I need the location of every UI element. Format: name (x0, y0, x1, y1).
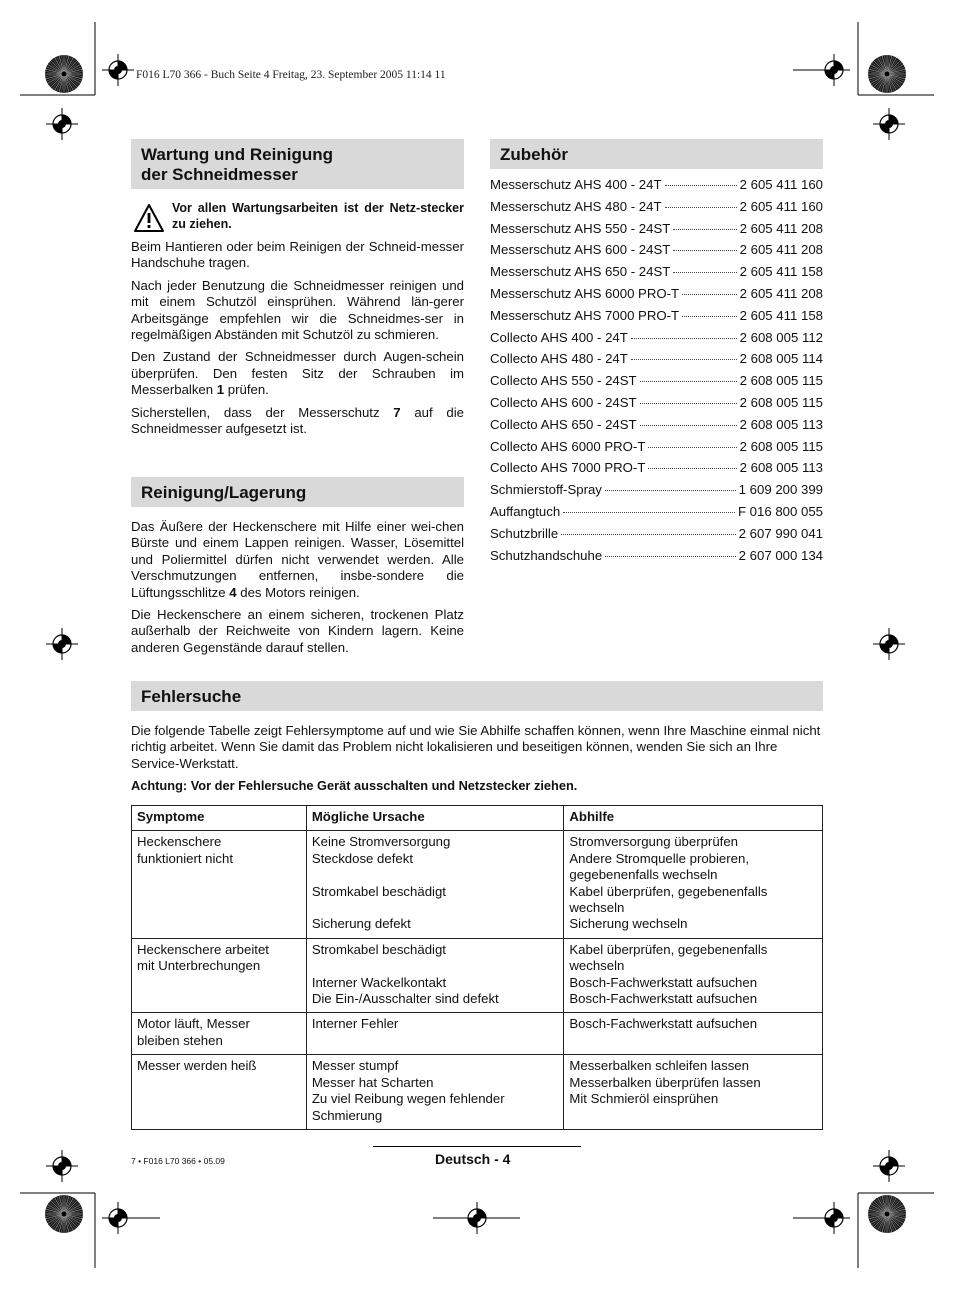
accessory-number: 1 609 200 399 (738, 482, 823, 498)
accessory-row (490, 308, 823, 330)
cell-symptom (132, 831, 307, 938)
accessory-number: 2 605 411 208 (739, 220, 823, 236)
cell-line: Keine Stromversorgung (311, 834, 451, 850)
warning-triangle-icon (133, 203, 165, 233)
text-run: Den Zustand der Schneidmesser durch Augen-schein überprüfen. Den festen Sitz der Schrauben im Messerbalken (131, 349, 464, 398)
cell-line: wechseln (569, 958, 625, 974)
accessory-name: Auffangtuch (490, 503, 561, 519)
accessory-name: Collecto AHS 6000 PRO-T (490, 438, 646, 454)
accessory-name: Schmierstoff-Spray (490, 482, 602, 498)
section-heading-zubehoer: Zubehör (490, 139, 823, 169)
leader-dots (673, 250, 736, 251)
leader-dots (682, 316, 737, 317)
cell-abhilfe (564, 938, 823, 1013)
cell-line: Zu viel Reibung wegen fehlender (311, 1091, 505, 1107)
accessory-list (490, 177, 823, 569)
leader-dots (648, 468, 736, 469)
accessory-number: 2 608 005 114 (739, 351, 823, 367)
reinigung-paragraph-1 (131, 519, 464, 601)
accessory-name: Messerschutz AHS 7000 PRO-T (490, 307, 680, 323)
text-run: Das Äußere der Heckenschere mit Hilfe einer wei-chen Bürste und einem Lappen reinigen. Wasser, Lösemittel und Poliermittel dürfen nicht verwendet werden. Alle Verschmutzungen entfernen, insbe-sondere die Lüftungsschlitze (131, 519, 464, 600)
accessory-row (490, 482, 823, 504)
fehlersuche-warning: Achtung: Vor der Fehlersuche Gerät ausschalten und Netzstecker ziehen. (131, 778, 578, 793)
cell-symptom (132, 938, 307, 1013)
cell-ursache (306, 1055, 564, 1130)
cell-line: Messer hat Scharten (311, 1074, 434, 1090)
footer-code: 7 • F016 L70 366 • 05.09 (131, 1156, 225, 1166)
leader-dots (673, 272, 736, 273)
table-row (132, 1055, 823, 1130)
accessory-name: Messerschutz AHS 480 - 24T (490, 198, 662, 214)
cell-line: Stromversorgung überprüfen (569, 834, 738, 850)
accessory-name: Collecto AHS 650 - 24ST (490, 416, 637, 432)
heading-line-2: der Schneidmesser (141, 165, 298, 184)
leader-dots (605, 556, 735, 557)
text-run: prüfen. (224, 382, 269, 398)
cell-line: Kabel überprüfen, gegebenenfalls (569, 883, 768, 899)
cell-line: Die Ein-/Ausschalter sind defekt (311, 991, 499, 1007)
cell-line: Messer stumpf (311, 1058, 399, 1074)
accessory-row (490, 199, 823, 221)
accessory-row (490, 221, 823, 243)
cell-line: Messer werden heiß (137, 1058, 257, 1074)
accessory-row (490, 548, 823, 570)
cell-symptom (132, 1013, 307, 1055)
text-run: auf die Schneidmesser aufgesetzt ist. (131, 404, 464, 437)
cell-line (312, 958, 559, 974)
warning-block (131, 200, 464, 233)
accessory-number: 2 607 000 134 (738, 547, 823, 563)
cell-line: Bosch-Fachwerkstatt aufsuchen (569, 991, 758, 1007)
cell-line: Interner Fehler (311, 1016, 399, 1032)
wartung-paragraph-3 (131, 349, 464, 398)
accessory-number: F 016 800 055 (737, 503, 823, 519)
wartung-paragraph-1: Beim Hantieren oder beim Reinigen der Schneid-messer Handschuhe tragen. (131, 239, 464, 271)
cell-line: Sicherung wechseln (569, 916, 688, 932)
accessory-row (490, 330, 823, 352)
reinigung-body (131, 519, 464, 656)
cell-line (312, 867, 559, 883)
accessory-number: 2 605 411 160 (739, 177, 823, 192)
leader-dots (631, 338, 737, 339)
accessory-name: Messerschutz AHS 650 - 24ST (490, 264, 671, 280)
accessory-number: 2 608 005 113 (739, 416, 823, 432)
leader-dots (631, 359, 737, 360)
text-run: des Motors reinigen. (236, 584, 360, 600)
leader-dots (648, 447, 736, 448)
accessory-row (490, 526, 823, 548)
text-run: Sicherstellen, dass der Messerschutz (131, 404, 394, 420)
wartung-paragraph-4 (131, 405, 464, 438)
heading-line-1: Wartung und Reinigung (141, 145, 333, 164)
accessory-name: Messerschutz AHS 400 - 24T (490, 177, 662, 192)
cell-line: wechseln (569, 900, 625, 916)
accessory-name: Collecto AHS 400 - 24T (490, 329, 628, 345)
cell-line: bleiben stehen (137, 1032, 223, 1048)
cell-symptom (132, 1055, 307, 1130)
leader-dots (561, 534, 735, 535)
accessory-name: Collecto AHS 550 - 24ST (490, 373, 637, 389)
accessory-number: 2 608 005 112 (739, 329, 823, 345)
leader-dots (563, 512, 735, 513)
print-header: F016 L70 366 - Buch Seite 4 Freitag, 23. September 2005 11:14 11 (136, 69, 446, 81)
cell-ursache (306, 1013, 564, 1055)
leader-dots (640, 381, 737, 382)
cell-line: Steckdose defekt (311, 850, 413, 866)
leader-dots (673, 229, 736, 230)
cell-abhilfe (564, 831, 823, 938)
column-header-ursache: Mögliche Ursache (306, 806, 564, 831)
warning-text: Vor allen Wartungsarbeiten ist der Netz-stecker zu ziehen. (172, 201, 464, 232)
accessory-name: Collecto AHS 600 - 24ST (490, 394, 637, 410)
cell-line: Bosch-Fachwerkstatt aufsuchen (569, 974, 758, 990)
cell-line: Bosch-Fachwerkstatt aufsuchen (569, 1016, 758, 1032)
cell-line: gegebenenfalls wechseln (569, 867, 718, 883)
table-header-row (132, 806, 823, 831)
accessory-name: Schutzbrille (490, 525, 559, 541)
accessory-number: 2 608 005 115 (739, 438, 823, 454)
cell-line: Sicherung defekt (311, 916, 411, 932)
accessory-name: Messerschutz AHS 600 - 24ST (490, 242, 671, 258)
column-header-abhilfe: Abhilfe (564, 806, 823, 831)
cell-line: Schmierung (311, 1107, 383, 1123)
cell-line: funktioniert nicht (137, 850, 234, 866)
accessory-name: Messerschutz AHS 6000 PRO-T (490, 285, 680, 301)
cell-abhilfe (564, 1013, 823, 1055)
accessory-row (490, 351, 823, 373)
cell-line: Messerbalken schleifen lassen (569, 1058, 749, 1074)
troubleshooting-table-wrap (131, 805, 823, 1130)
accessory-row (490, 286, 823, 308)
accessory-row (490, 177, 823, 199)
accessory-name: Schutzhandschuhe (490, 547, 603, 563)
accessory-row (490, 439, 823, 461)
leader-dots (640, 403, 737, 404)
leader-dots (665, 207, 737, 208)
accessory-number: 2 605 411 208 (739, 242, 823, 258)
accessory-number: 2 608 005 115 (739, 373, 823, 389)
leader-dots (605, 490, 736, 491)
leader-dots (665, 185, 737, 186)
accessory-row (490, 504, 823, 526)
cell-line: Messerbalken überprüfen lassen (569, 1074, 761, 1090)
wartung-body (131, 239, 464, 437)
cell-line (312, 900, 559, 916)
ref-number: 4 (229, 584, 237, 600)
cell-ursache (306, 938, 564, 1013)
cell-line: Motor läuft, Messer (137, 1016, 250, 1032)
cell-ursache (306, 831, 564, 938)
troubleshooting-table (131, 805, 823, 1130)
accessory-row (490, 417, 823, 439)
leader-dots (682, 294, 737, 295)
ref-number: 1 (216, 382, 225, 398)
accessory-name: Messerschutz AHS 550 - 24ST (490, 220, 671, 236)
accessory-row (490, 264, 823, 286)
cell-line: Heckenschere arbeitet (137, 941, 269, 957)
cell-line: Interner Wackelkontakt (311, 974, 447, 990)
table-row (132, 938, 823, 1013)
accessory-number: 2 605 411 208 (739, 285, 823, 301)
cell-line: mit Unterbrechungen (137, 958, 261, 974)
cell-line: Heckenschere (137, 834, 222, 850)
accessory-name: Collecto AHS 480 - 24T (490, 351, 628, 367)
cell-abhilfe (564, 1055, 823, 1130)
table-row (132, 1013, 823, 1055)
cell-line: Kabel überprüfen, gegebenenfalls (569, 941, 768, 957)
reinigung-paragraph-2: Die Heckenschere an einem sicheren, trockenen Platz außerhalb der Reichweite von Kindern lagern. Keine anderen Gegenstände darauf stellen. (131, 607, 464, 655)
cell-line: Andere Stromquelle probieren, (569, 850, 749, 866)
section-heading-fehlersuche: Fehlersuche (131, 681, 823, 711)
accessory-number: 2 605 411 158 (739, 264, 823, 280)
section-heading-reinigung: Reinigung/Lagerung (131, 477, 464, 507)
column-header-symptome: Symptome (132, 806, 307, 831)
accessory-number: 2 608 005 113 (739, 460, 823, 476)
page-number: Deutsch - 4 (435, 1151, 511, 1167)
accessory-row (490, 460, 823, 482)
cell-line: Stromkabel beschädigt (311, 883, 446, 899)
accessory-row (490, 395, 823, 417)
accessory-number: 2 607 990 041 (738, 525, 823, 541)
table-row (132, 831, 823, 938)
accessory-row (490, 373, 823, 395)
ref-number: 7 (393, 404, 401, 420)
cell-line: Stromkabel beschädigt (311, 941, 446, 957)
footer-rule (373, 1146, 581, 1147)
cell-line: Mit Schmieröl einsprühen (569, 1091, 719, 1107)
wartung-paragraph-2: Nach jeder Benutzung die Schneidmesser reinigen und mit einem Schutzöl einsprühen. Während län-gerer Arbeitsgänge empfehlen wir die Schneidmes-ser in regelmäßigen Abständen mit Schutzöl zu schmieren. (131, 277, 464, 343)
section-heading-wartung (131, 139, 464, 189)
accessory-row (490, 242, 823, 264)
fehlersuche-intro: Die folgende Tabelle zeigt Fehlersymptome auf und wie Sie Abhilfe schaffen können, wenn Ihre Maschine einmal nicht richtig arbeitet. Wenn Sie damit das Problem nicht lokalisieren und beseitigen können, wenden Sie sich an Ihre Service-Werkstatt. (131, 723, 821, 771)
accessory-number: 2 605 411 158 (739, 307, 823, 323)
accessory-number: 2 605 411 160 (739, 198, 823, 214)
leader-dots (640, 425, 737, 426)
accessory-name: Collecto AHS 7000 PRO-T (490, 460, 646, 476)
accessory-number: 2 608 005 115 (739, 394, 823, 410)
